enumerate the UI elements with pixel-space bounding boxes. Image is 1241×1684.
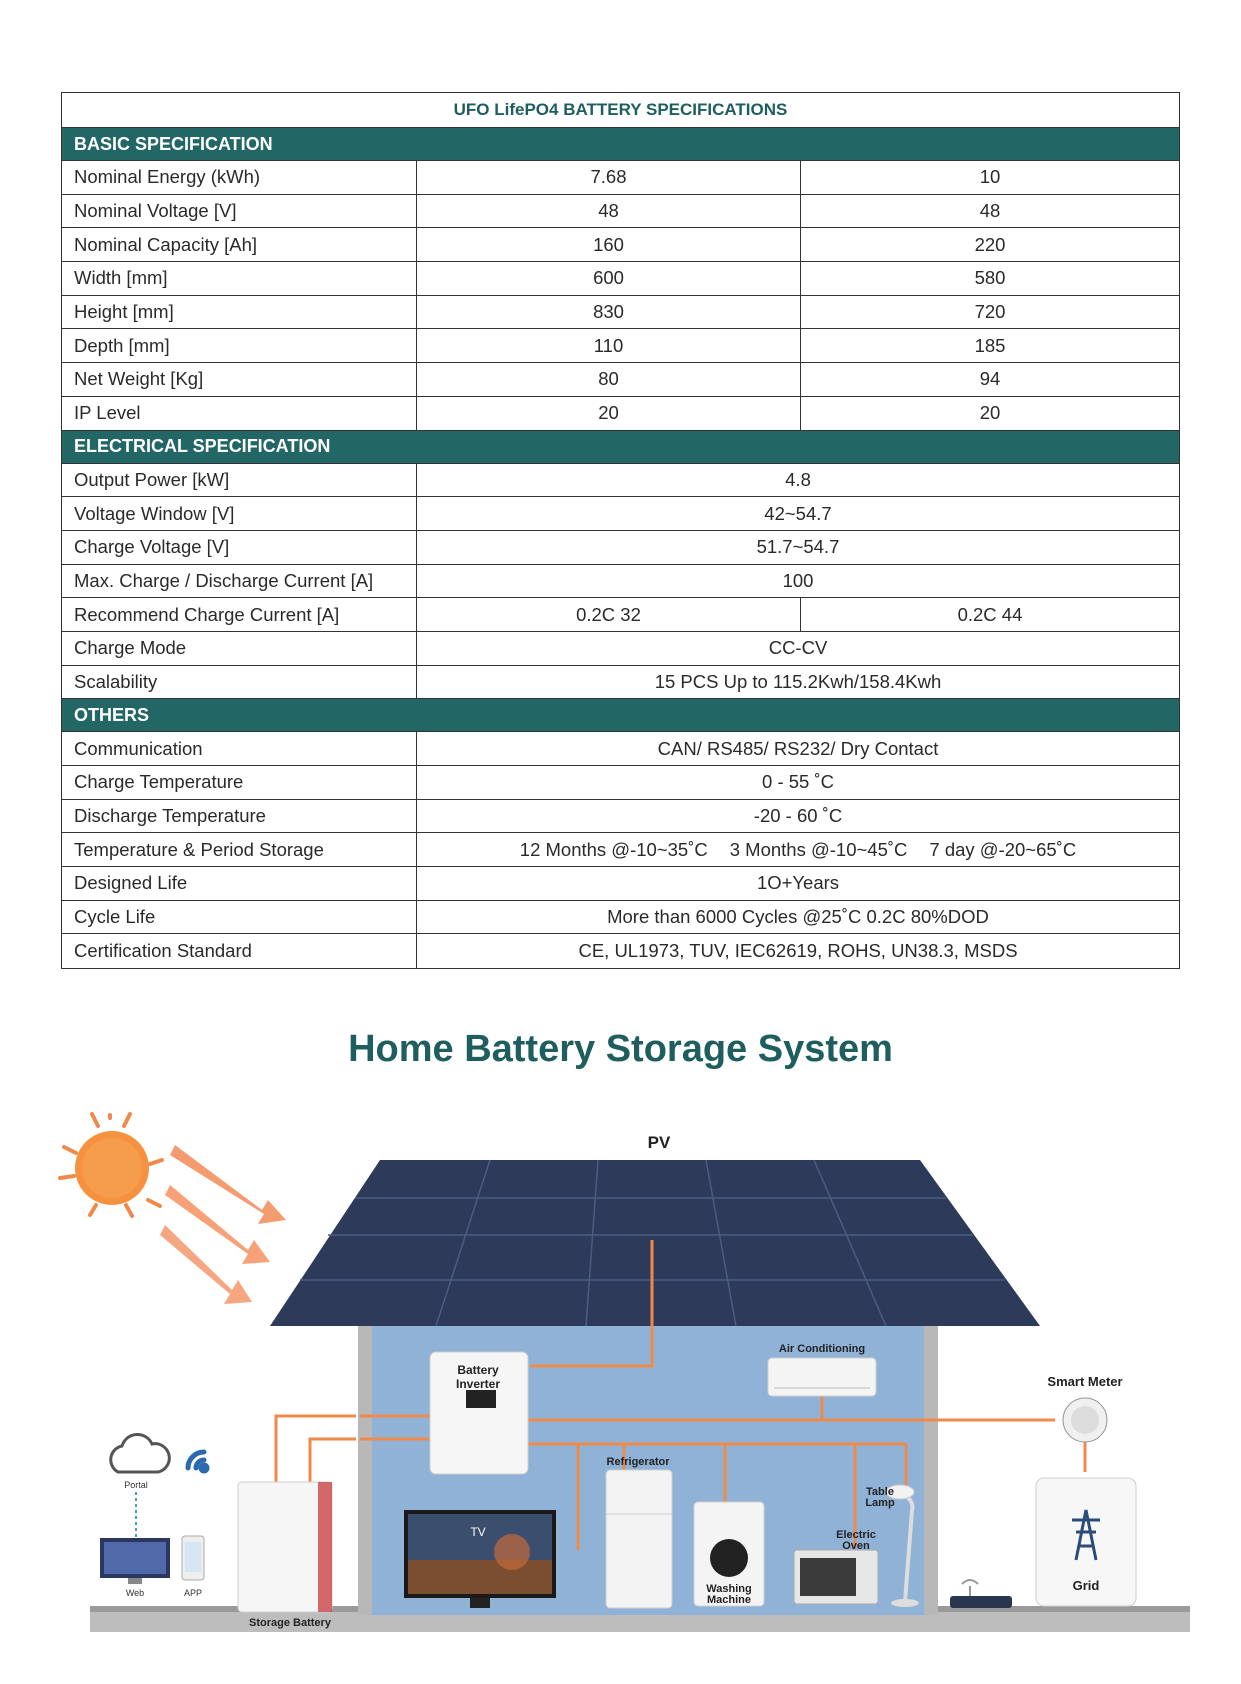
section-heading: ELECTRICAL SPECIFICATION [62, 431, 1179, 464]
pv-label: PV [647, 1133, 671, 1152]
air-conditioning-label: Air Conditioning [778, 1343, 866, 1355]
spec-value: CAN/ RS485/ RS232/ Dry Contact [657, 737, 939, 759]
spec-label: Net Weight [Kg] [62, 363, 417, 396]
spec-label: Temperature & Period Storage [62, 833, 417, 866]
table-row [62, 161, 1179, 195]
smart-meter-label: Smart Meter [1047, 1374, 1123, 1389]
table-row [62, 228, 1179, 262]
table-row [62, 329, 1179, 363]
app-phone [182, 1536, 204, 1598]
spec-value-model-b: 0.2C 44 [957, 603, 1023, 625]
diagram-title: Home Battery Storage System [348, 1028, 893, 1070]
spec-value-model-b: 20 [979, 402, 1001, 424]
spec-value: CC-CV [768, 637, 828, 659]
sun-ray-arrows [160, 1145, 286, 1304]
spec-value-model-a: 600 [417, 262, 801, 295]
spec-label: Nominal Voltage [V] [62, 195, 417, 228]
table-row [62, 195, 1179, 229]
spec-value: 4.8 [785, 468, 811, 490]
spec-label: Communication [62, 732, 417, 765]
tv-label: TV [470, 1525, 486, 1539]
table-row [62, 901, 1179, 935]
wifi-icon [188, 1452, 207, 1471]
grid [1036, 1478, 1136, 1606]
table-lamp-label-1: Table [866, 1486, 894, 1498]
house-left-post [358, 1323, 372, 1615]
app-label: APP [183, 1588, 203, 1598]
spec-label: Max. Charge / Discharge Current [A] [62, 565, 417, 598]
spec-value: 42~54.7 [764, 502, 832, 524]
spec-label: Charge Mode [62, 632, 417, 665]
portal-label: Portal [124, 1480, 148, 1490]
table-row [62, 565, 1179, 599]
router-icon [950, 1580, 1012, 1608]
spec-value: 1O+Years [756, 872, 840, 894]
spec-value [417, 833, 1179, 866]
home-battery-diagram [0, 1090, 1241, 1684]
spec-value-model-a: 20 [417, 397, 801, 430]
spec-label: Output Power [kW] [62, 464, 417, 497]
electric-oven-label-1: Electric [836, 1529, 876, 1541]
table-row [62, 531, 1179, 565]
washing-machine-label-1: Washing [706, 1583, 752, 1595]
spec-label: Recommend Charge Current [A] [62, 598, 417, 631]
spec-label: Designed Life [62, 867, 417, 900]
spec-value: CE, UL1973, TUV, IEC62619, ROHS, UN38.3, MSDS [578, 940, 1018, 962]
storage-battery-label: Storage Battery [249, 1617, 331, 1629]
table-row [62, 363, 1179, 397]
table-lamp-label-2: Lamp [865, 1497, 895, 1509]
spec-value: 51.7~54.7 [756, 536, 840, 558]
spec-value-part: 12 Months @-10~35˚C [519, 838, 708, 860]
spec-label: Discharge Temperature [62, 800, 417, 833]
spec-value-model-b: 48 [979, 200, 1001, 222]
spec-label: Nominal Energy (kWh) [62, 161, 417, 194]
electric-oven-label-2: Oven [842, 1540, 870, 1552]
spec-value-model-b: 220 [974, 233, 1006, 255]
spec-label: Height [mm] [62, 296, 417, 329]
spec-value: 15 PCS Up to 115.2Kwh/158.4Kwh [654, 670, 942, 692]
table-row [62, 632, 1179, 666]
spec-value: More than 6000 Cycles @25˚C 0.2C 80%DOD [607, 906, 989, 928]
table-row [62, 666, 1179, 700]
washing-machine-label-2: Machine [706, 1594, 752, 1606]
spec-value-model-a: 0.2C 32 [417, 598, 801, 631]
table-row [62, 732, 1179, 766]
tv [404, 1510, 556, 1608]
table-row [62, 766, 1179, 800]
battery-inverter-label-2: Inverter [455, 1377, 501, 1391]
table-title: UFO LifePO4 BATTERY SPECIFICATIONS [62, 93, 1179, 128]
spec-label: Width [mm] [62, 262, 417, 295]
spec-value-model-a: 80 [417, 363, 801, 396]
spec-value-part: 7 day @-20~65˚C [929, 838, 1077, 860]
spec-label: Charge Voltage [V] [62, 531, 417, 564]
spec-label: Cycle Life [62, 901, 417, 934]
washing-machine [694, 1502, 764, 1606]
refrigerator-label: Refrigerator [606, 1456, 670, 1468]
spec-value-model-b: 10 [979, 166, 1001, 188]
spec-label: Charge Temperature [62, 766, 417, 799]
spec-label: Voltage Window [V] [62, 497, 417, 530]
house-right-post [924, 1323, 938, 1615]
refrigerator [606, 1456, 672, 1608]
spec-value: -20 - 60 ˚C [753, 805, 843, 827]
section-heading: BASIC SPECIFICATION [62, 128, 1179, 161]
grid-label: Grid [1072, 1578, 1100, 1593]
storage-battery [238, 1482, 332, 1629]
table-body [62, 128, 1179, 968]
battery-inverter [430, 1352, 528, 1474]
pv-solar-roof [270, 1160, 1040, 1326]
battery-inverter-label-1: Battery [457, 1363, 499, 1377]
table-row [62, 464, 1179, 498]
spec-value-model-b: 94 [979, 368, 1001, 390]
air-conditioner [768, 1343, 876, 1396]
web-monitor [100, 1538, 170, 1598]
spec-label: Depth [mm] [62, 329, 417, 362]
spec-value-model-a: 160 [417, 228, 801, 261]
spec-label: IP Level [62, 397, 417, 430]
spec-label: Nominal Capacity [Ah] [62, 228, 417, 261]
spec-table [61, 92, 1180, 969]
spec-value-model-a: 7.68 [417, 161, 801, 194]
table-row [62, 296, 1179, 330]
spec-label: Scalability [62, 666, 417, 699]
table-row [62, 497, 1179, 531]
cloud-icon [111, 1434, 170, 1490]
sun-icon [60, 1114, 162, 1216]
spec-value: 0 - 55 ˚C [762, 771, 834, 793]
section-heading: OTHERS [62, 699, 1179, 732]
smart-meter [1047, 1374, 1122, 1442]
table-row [62, 867, 1179, 901]
spec-value-model-a: 48 [417, 195, 801, 228]
web-label: Web [125, 1588, 145, 1598]
spec-label: Certification Standard [62, 934, 417, 968]
spec-value-model-b: 185 [974, 334, 1006, 356]
spec-value-part: 3 Months @-10~45˚C [729, 838, 908, 860]
table-row [62, 833, 1179, 867]
table-row [62, 397, 1179, 431]
spec-value-model-b: 720 [974, 301, 1006, 323]
table-row [62, 262, 1179, 296]
spec-value: 100 [782, 569, 814, 591]
table-row [62, 598, 1179, 632]
spec-value-model-a: 830 [417, 296, 801, 329]
spec-value-model-b: 580 [974, 267, 1006, 289]
spec-value-model-a: 110 [417, 329, 801, 362]
table-row [62, 934, 1179, 968]
table-row [62, 800, 1179, 834]
